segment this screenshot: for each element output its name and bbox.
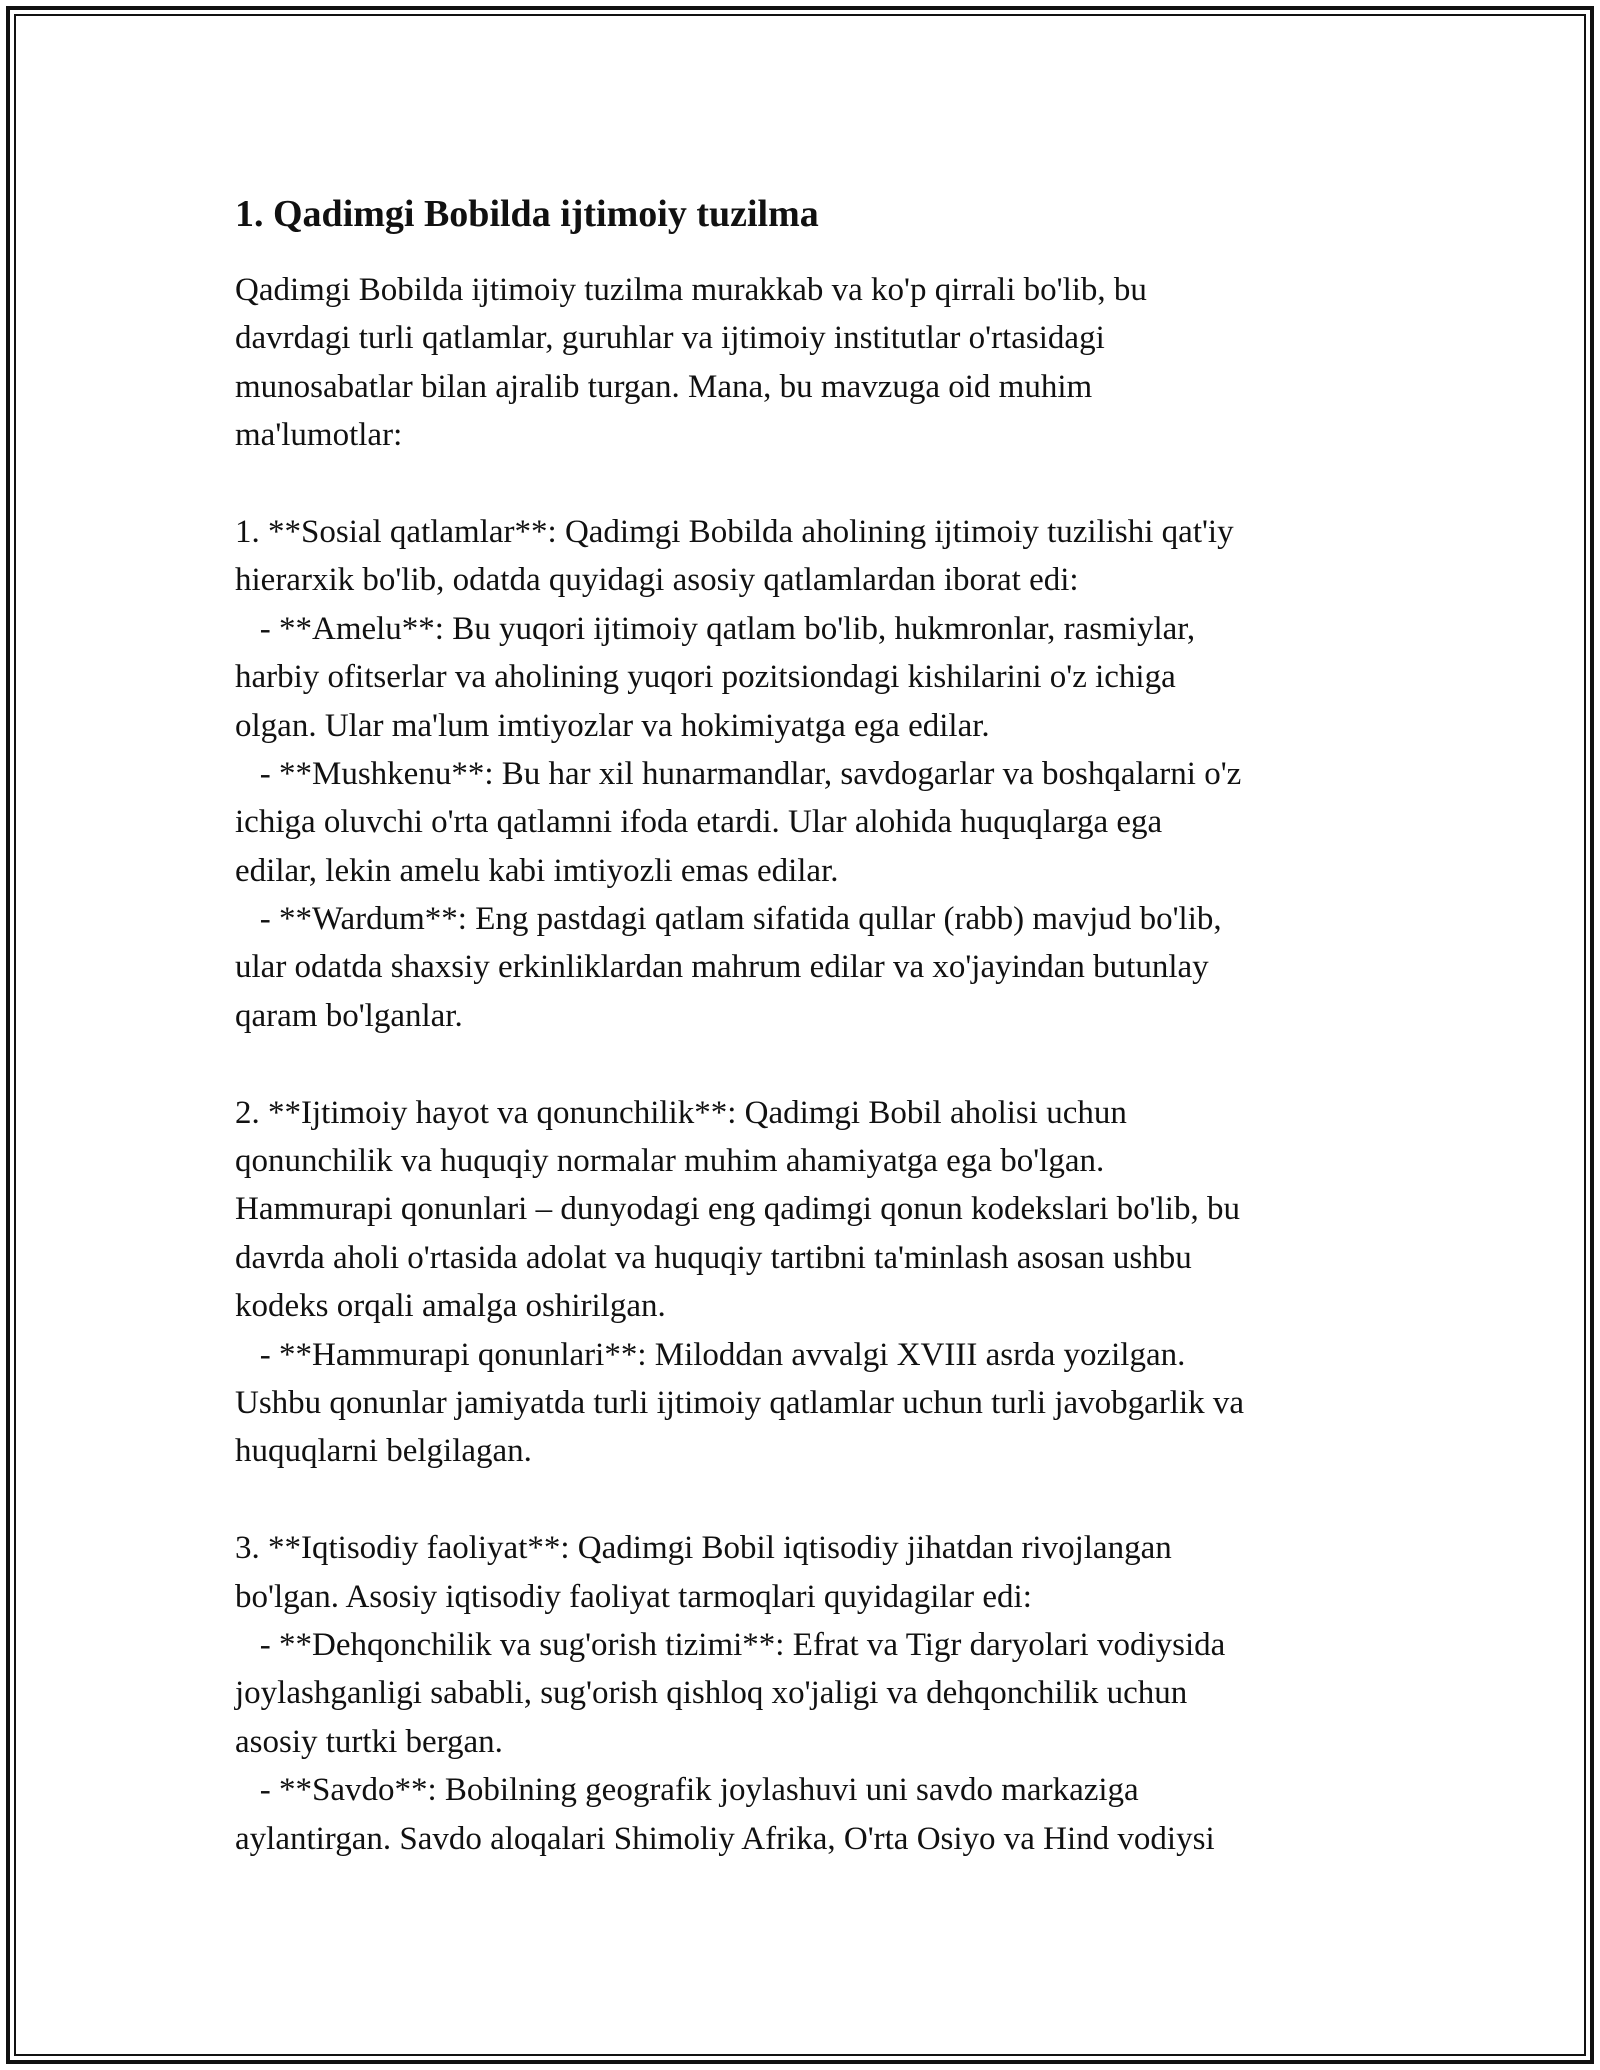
text-line: 3. **Iqtisodiy faoliyat**: Qadimgi Bobil iqtisodiy jihatdan rivojlangan [235, 1530, 1172, 1567]
text-line: kodeks orqali amalga oshirilgan. [235, 1288, 666, 1325]
section-heading: 1. Qadimgi Bobilda ijtimoiy tuzilma [235, 193, 819, 235]
text-line: aylantirgan. Savdo aloqalari Shimoliy Afrika, O'rta Osiyo va Hind vodiysi [235, 1820, 1215, 1857]
text-line: harbiy ofitserlar va aholining yuqori pozitsiondagi kishilarini o'z ichiga [235, 659, 1176, 696]
text-line: 2. **Ijtimoiy hayot va qonunchilik**: Qadimgi Bobil aholisi uchun [235, 1094, 1127, 1131]
text-line [235, 460, 1370, 508]
text-line [235, 1040, 1370, 1088]
document-body [235, 188, 1370, 1863]
text-line [235, 1476, 1370, 1524]
text-line: - **Dehqonchilik va sug'orish tizimi**: Efrat va Tigr daryolari vodiysida [235, 1626, 1226, 1663]
text-line: ichiga oluvchi o'rta qatlamni ifoda etardi. Ular alohida huquqlarga ega [235, 804, 1163, 841]
text-line: hierarxik bo'lib, odatda quyidagi asosiy qatlamlardan iborat edi: [235, 562, 1079, 599]
text-line: davrda aholi o'rtasida adolat va huquqiy tartibni ta'minlash asosan ushbu [235, 1239, 1192, 1276]
text-line: olgan. Ular ma'lum imtiyozlar va hokimiyatga ega edilar. [235, 707, 990, 744]
text-line: - **Savdo**: Bobilning geografik joylashuvi uni savdo markaziga [235, 1772, 1139, 1809]
text-line: qonunchilik va huquqiy normalar muhim ahamiyatga ega bo'lgan. [235, 1143, 1105, 1180]
text-line: Qadimgi Bobilda ijtimoiy tuzilma murakkab va ko'p qirrali bo'lib, bu [235, 272, 1147, 308]
text-line: davrdagi turli qatlamlar, guruhlar va ijtimoiy institutlar o'rtasidagi [235, 320, 1105, 357]
text-line: - **Amelu**: Bu yuqori ijtimoiy qatlam bo'lib, hukmronlar, rasmiylar, [235, 610, 1196, 647]
text-line: - **Wardum**: Eng pastdagi qatlam sifatida qullar (rabb) mavjud bo'lib, [235, 901, 1222, 938]
text-line: joylashganligi sababli, sug'orish qishloq xo'jaligi va dehqonchilik uchun [235, 1675, 1188, 1712]
text-line: Hammurapi qonunlari – dunyodagi eng qadimgi qonun kodekslari bo'lib, bu [235, 1191, 1240, 1228]
text-line: - **Mushkenu**: Bu har xil hunarmandlar, savdogarlar va boshqalarni o'z [235, 755, 1242, 792]
text-line: bo'lgan. Asosiy iqtisodiy faoliyat tarmoqlari quyidagilar edi: [235, 1578, 1032, 1615]
text-line: Ushbu qonunlar jamiyatda turli ijtimoiy qatlamlar uchun turli javobgarlik va [235, 1384, 1245, 1421]
text-line: qaram bo'lganlar. [235, 997, 463, 1034]
text-line: huquqlarni belgilagan. [235, 1433, 532, 1470]
text-line: ular odatda shaxsiy erkinliklardan mahrum edilar va xo'jayindan butunlay [235, 949, 1209, 986]
text-line: 1. **Sosial qatlamlar**: Qadimgi Bobilda aholining ijtimoiy tuzilishi qat'iy [235, 513, 1234, 550]
text-line: edilar, lekin amelu kabi imtiyozli emas edilar. [235, 852, 839, 889]
text-line: ma'lumotlar: [235, 417, 403, 454]
text-line: asosiy turtki bergan. [235, 1723, 503, 1760]
text-line: munosabatlar bilan ajralib turgan. Mana, bu mavzuga oid muhim [235, 368, 1093, 405]
text-lines [235, 266, 1370, 1863]
text-line: - **Hammurapi qonunlari**: Miloddan avvalgi XVIII asrda yozilgan. [235, 1336, 1186, 1373]
